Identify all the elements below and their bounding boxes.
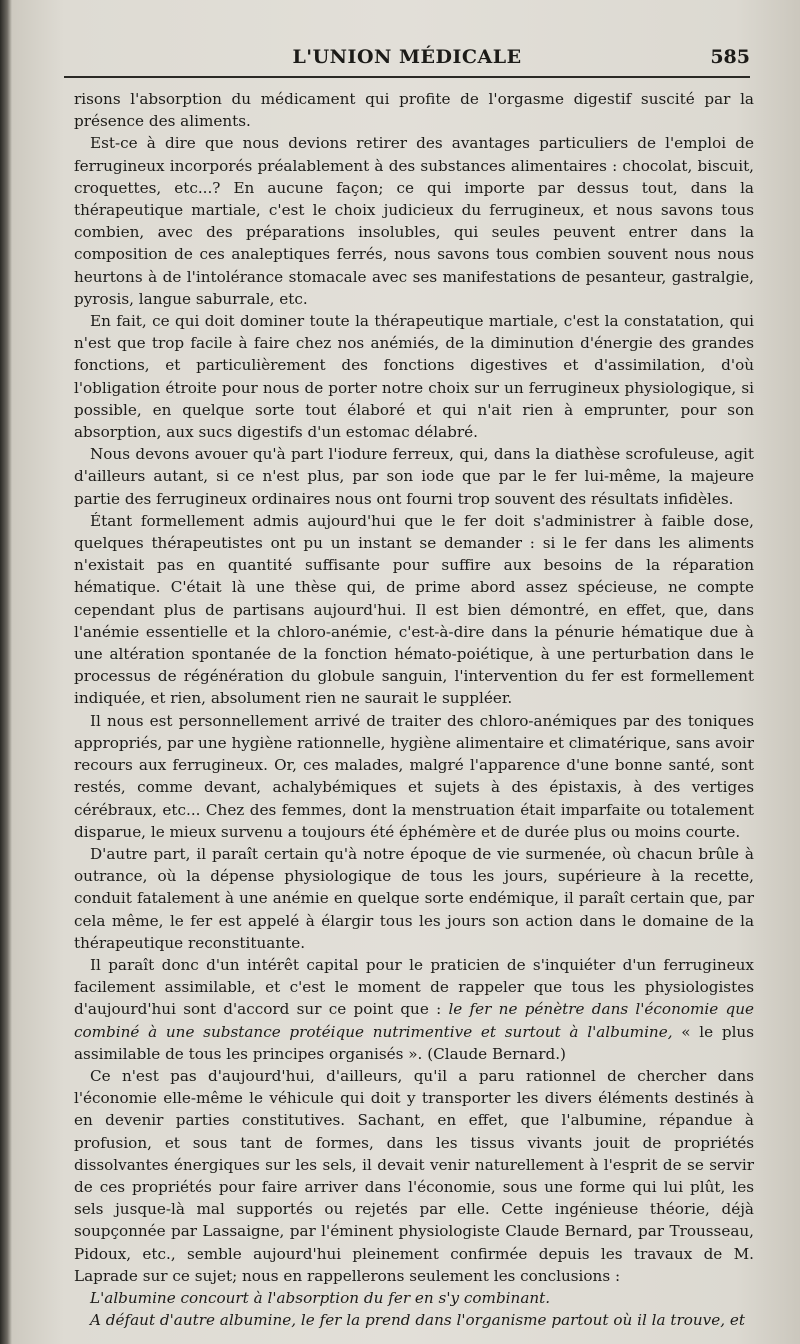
paragraph: Nous devons avouer qu'à part l'iodure ferreux, qui, dans la diathèse scrofuleuse, agit d'ailleurs autant, si ce n'est plus, par son iode que par le fer lui-même, la majeure partie des ferrugineux ordinaires nous ont fourni trop souvent des résultats infidèles. (74, 445, 754, 508)
conclusion-text: A défaut d'autre albumine, le fer la prend dans l'organisme partout où il la trouve, et (90, 1311, 745, 1330)
paragraph: Est-ce à dire que nous devions retirer des avantages particuliers de l'emploi de ferrugineux incorporés préalablement à des substances alimentaires : chocolat, biscuit, croquettes, etc...? En aucune façon; ce qui importe par dessus tout, dans la thérapeutique martiale, c'est le choix judicieux du ferrugineux, et nous savons tous combien, avec des préparations insolubles, qui seules peuvent entrer dans la composition de ces analeptiques ferrés, nous savons tous combien souvent nous nous heurtons à de l'intolérance stomacale avec ses manifestations de pesanteur, gastralgie, pyrosis, langue saburrale, etc. (74, 134, 754, 308)
page-number: 585 (710, 46, 750, 68)
paragraph: Étant formellement admis aujourd'hui que le fer doit s'administrer à faible dose, quelques thérapeutistes ont pu un instant se demander : si le fer dans les aliments n'existait pas en quantité suffisante pour suffire aux besoins de la réparation hématique. C'était là une thèse qui, de prime abord assez spécieuse, ne compte cependant plus de partisans aujourd'hui. Il est bien démontré, en effet, que, dans l'anémie essentielle et la chloro-anémie, c'est-à-dire dans la pénurie hématique due à une altération spontanée de la fonction hémato-poiétique, à une perturbation dans le processus de régénération du globule sanguin, l'intervention du fer est formellement indiquée, et rien, absolument rien ne saurait le suppléer. (74, 511, 754, 708)
page-header (64, 38, 750, 74)
running-title: L'UNION MÉDICALE (292, 46, 522, 68)
paragraph: D'autre part, il paraît certain qu'à notre époque de vie surmenée, où chacun brûle à outrance, où la dépense physiologique de tous les jours, supérieure à la recette, conduit fatalement à une anémie en quelque sorte endémique, il paraît certain que, par cela même, le fer est appelé à élargir tous les jours son action dans le domaine de la thérapeutique reconstituante. (74, 844, 754, 952)
conclusion-text: L'albumine concourt à l'absorption du fer en s'y combinant. (90, 1288, 551, 1307)
paragraph: Ce n'est pas d'aujourd'hui, d'ailleurs, qu'il a paru rationnel de chercher dans l'économie elle-même le véhicule qui doit y transporter les divers éléments destinés à en devenir parties constitutives. Sachant, en effet, que l'albumine, répandue à profusion, et sous tant de formes, dans les tissus vivants jouit de propriétés dissolvantes énergiques sur les sels, il devait venir naturellement à l'esprit de se servir de ces propriétés pour faire arriver dans l'économie, sous une forme qui lui plût, les sels jusque-là mal supportés ou rejetés par elle. Cette ingénieuse théorie, déjà soupçonnée par Lassaigne, par l'éminent physiologiste Claude Bernard, par Trousseau, Pidoux, etc., semble aujourd'hui pleinement confirmée depuis les travaux de M. Laprade sur ce sujet; nous en rappellerons seulement les conclusions : (74, 1066, 754, 1285)
conclusion-italic (74, 1309, 754, 1331)
paragraph: risons l'absorption du médicament qui profite de l'orgasme digestif suscité par la présence des aliments. (74, 90, 754, 131)
conclusion-italic (74, 1287, 754, 1309)
paragraph: Il nous est personnellement arrivé de traiter des chloro-anémiques par des toniques appropriés, par une hygiène rationnelle, hygiène alimentaire et climatérique, sans avoir recours aux ferrugineux. Or, ces malades, malgré l'apparence d'une bonne santé, sont restés, comme devant, achalybémiques et sujets à des épistaxis, à des vertiges cérébraux, etc... Chez des femmes, dont la menstruation était imparfaite ou totalement disparue, le mieux survenu a toujours été éphémère et de durée plus ou moins courte. (74, 711, 754, 841)
paragraph: En fait, ce qui doit dominer toute la thérapeutique martiale, c'est la constatation, qui n'est que trop facile à faire chez nos anémiés, de la diminution d'énergie des grandes fonctions, et particulièrement des fonctions digestives et d'assimilation, d'où l'obligation étroite pour nous de porter notre choix sur un ferrugineux physiologique, si possible, en quelque sorte tout élaboré et qui n'ait rien à emprunter, pour son absorption, aux sucs digestifs d'un estomac délabré. (74, 312, 754, 442)
paragraph-text: Il paraît donc d'un intérêt capital pour le praticien de s'inquiéter d'un ferrugineux facilement assimilable, et c'est le moment de rappeler que tous les physiologistes d'aujourd'hui sont d'accord sur ce point que : (74, 955, 754, 1019)
book-spine-shadow (0, 0, 12, 1344)
paragraph (74, 954, 754, 1065)
quoted-principle: le fer ne pénètre dans l'économie que combiné à une substance protéique nutrimentive et surtout à l'albumine, (74, 1000, 754, 1041)
article-body (74, 88, 754, 1330)
paragraph-text: « le plus assimilable de tous les principes organisés ». (Claude Bernard.) (74, 1022, 754, 1063)
header-rule (64, 76, 750, 78)
